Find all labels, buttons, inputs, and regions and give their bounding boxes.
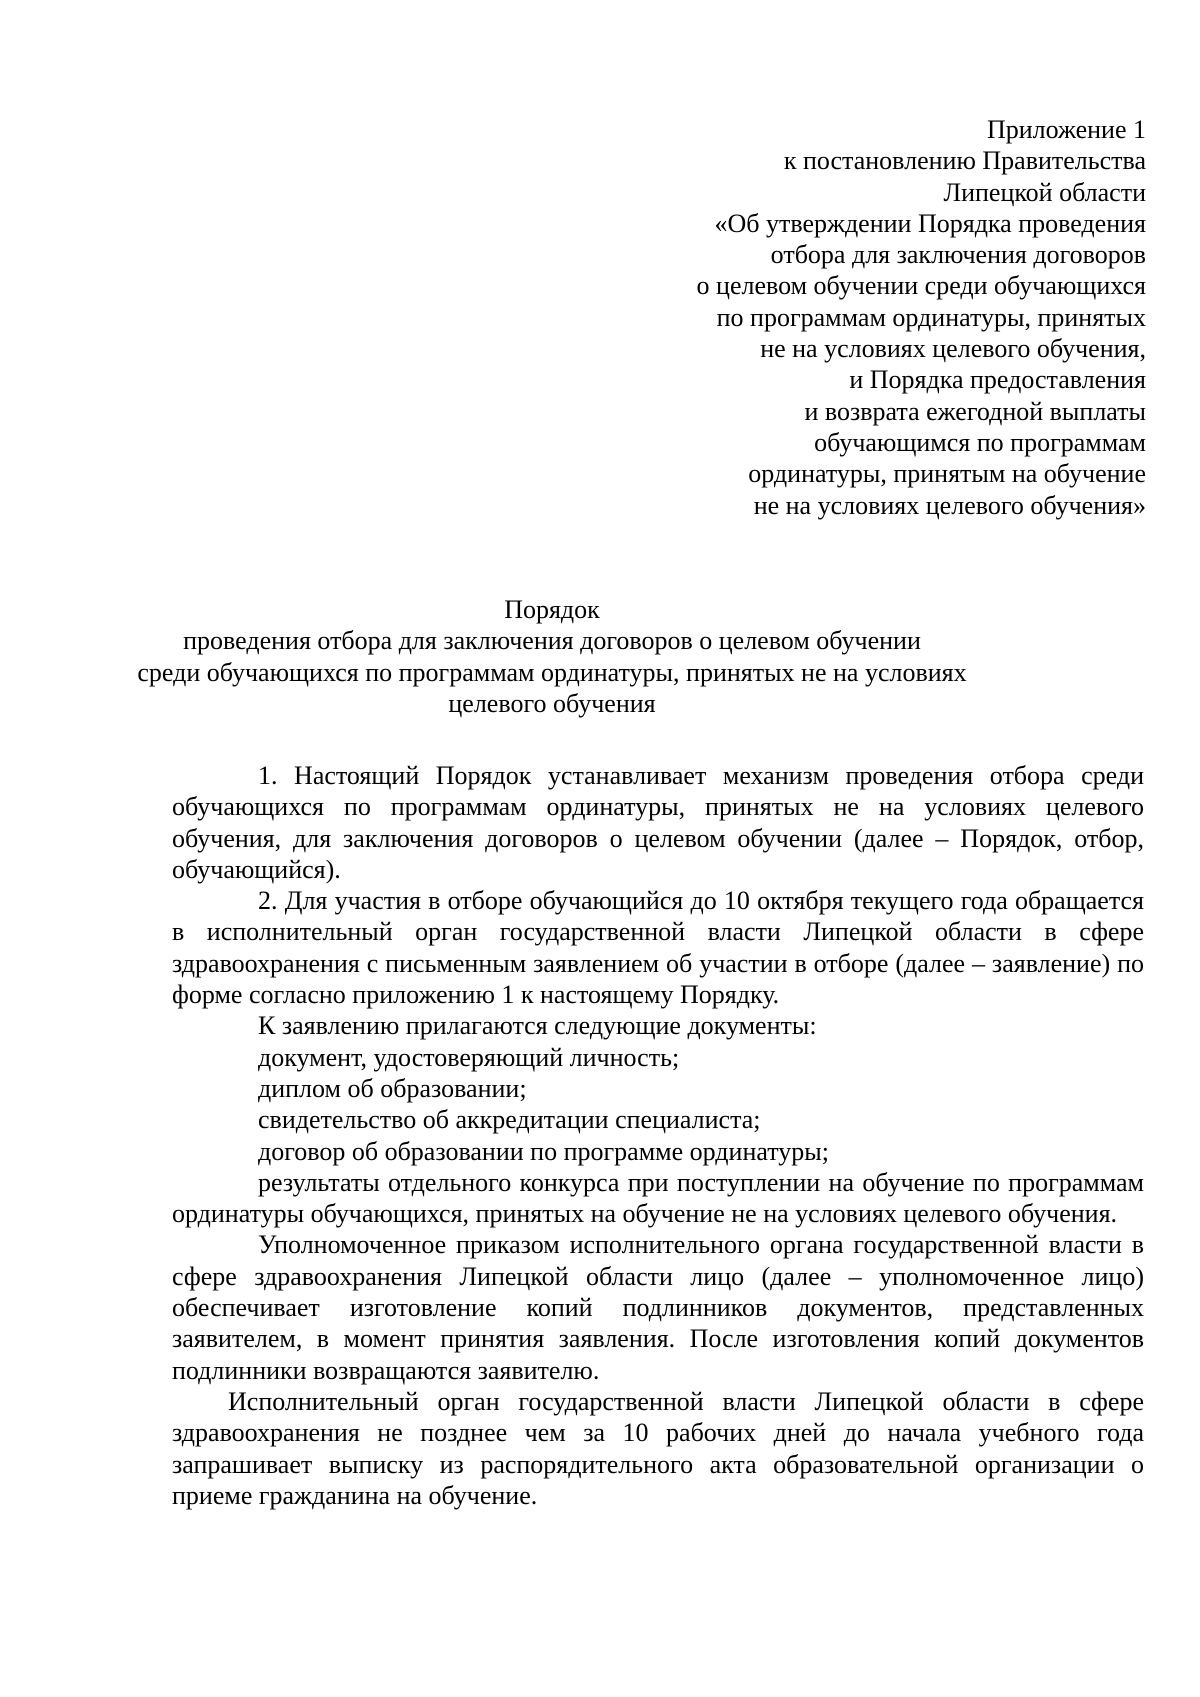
- appendix-line: и возврата ежегодной выплаты: [804, 396, 1146, 426]
- appendix-line: о целевом обучении среди обучающихся: [696, 271, 1146, 301]
- list-item: договор об образовании по программе ординатуры;: [258, 1136, 829, 1166]
- appendix-line: не на условиях целевого обучения»: [753, 490, 1146, 520]
- appendix-line: обучающимся по программам: [814, 427, 1146, 457]
- list-item: документ, удостоверяющий личность;: [258, 1042, 680, 1072]
- appendix-line: не на условиях целевого обучения,: [760, 334, 1146, 364]
- paragraph-4: результаты отдельного конкурса при поступлении на обучение по программам ординатуры обучающихся, принятых на обучение не на условиях целевого обучения.: [172, 1167, 1144, 1229]
- appendix-line: к постановлению Правительства: [783, 146, 1146, 176]
- paragraph-3: К заявлению прилагаются следующие документы:: [258, 1011, 817, 1041]
- title-line: среди обучающихся по программам ординатуры, принятых не на условиях: [137, 657, 967, 687]
- appendix-line: по программам ординатуры, принятых: [716, 302, 1146, 332]
- paragraph-1: 1. Настоящий Порядок устанавливает механизм проведения отбора среди обучающихся по программам ординатуры, принятых не на условиях целевого обучения, для заключения договоров о целевом обучении (далее – Порядок, отбор, обучающийся).: [172, 761, 1144, 884]
- document-body: [172, 760, 1144, 1511]
- appendix-line: «Об утверждении Порядка проведения: [714, 208, 1146, 238]
- paragraph-5: Уполномоченное приказом исполнительного органа государственной власти в сфере здравоохранения Липецкой области лицо (далее – уполномоченное лицо) обеспечивает изготовление копий подлинников документов, представленных заявителем, в момент принятия заявления. После изготовления копий документов подлинники возвращаются заявителю.: [172, 1230, 1144, 1385]
- title-line: целевого обучения: [448, 688, 656, 718]
- appendix-line: отбора для заключения договоров: [770, 240, 1146, 270]
- appendix-header: [546, 114, 1146, 521]
- list-item: диплом об образовании;: [258, 1073, 527, 1103]
- appendix-line: Липецкой области: [943, 177, 1146, 207]
- title-line: Порядок: [504, 595, 600, 624]
- title-line: проведения отбора для заключения договоров о целевом обучении: [183, 626, 921, 656]
- appendix-line: Приложение 1: [986, 115, 1146, 144]
- paragraph-6: Исполнительный орган государственной власти Липецкой области в сфере здравоохранения не позднее чем за 10 рабочих дней до начала учебного года запрашивает выписку из распорядительного акта образовательной организации о приеме гражданина на обучение.: [172, 1386, 1144, 1510]
- document-title: [120, 594, 984, 719]
- appendix-line: ординатуры, принятым на обучение: [748, 459, 1146, 489]
- paragraph-2: 2. Для участия в отборе обучающийся до 10 октября текущего года обращается в исполнительный орган государственной власти Липецкой области в сфере здравоохранения с письменным заявлением об участии в отборе (далее – заявление) по форме согласно приложению 1 к настоящему Порядку.: [172, 886, 1144, 1010]
- list-item: свидетельство об аккредитации специалиста;: [258, 1105, 761, 1135]
- appendix-line: и Порядка предоставления: [849, 365, 1146, 395]
